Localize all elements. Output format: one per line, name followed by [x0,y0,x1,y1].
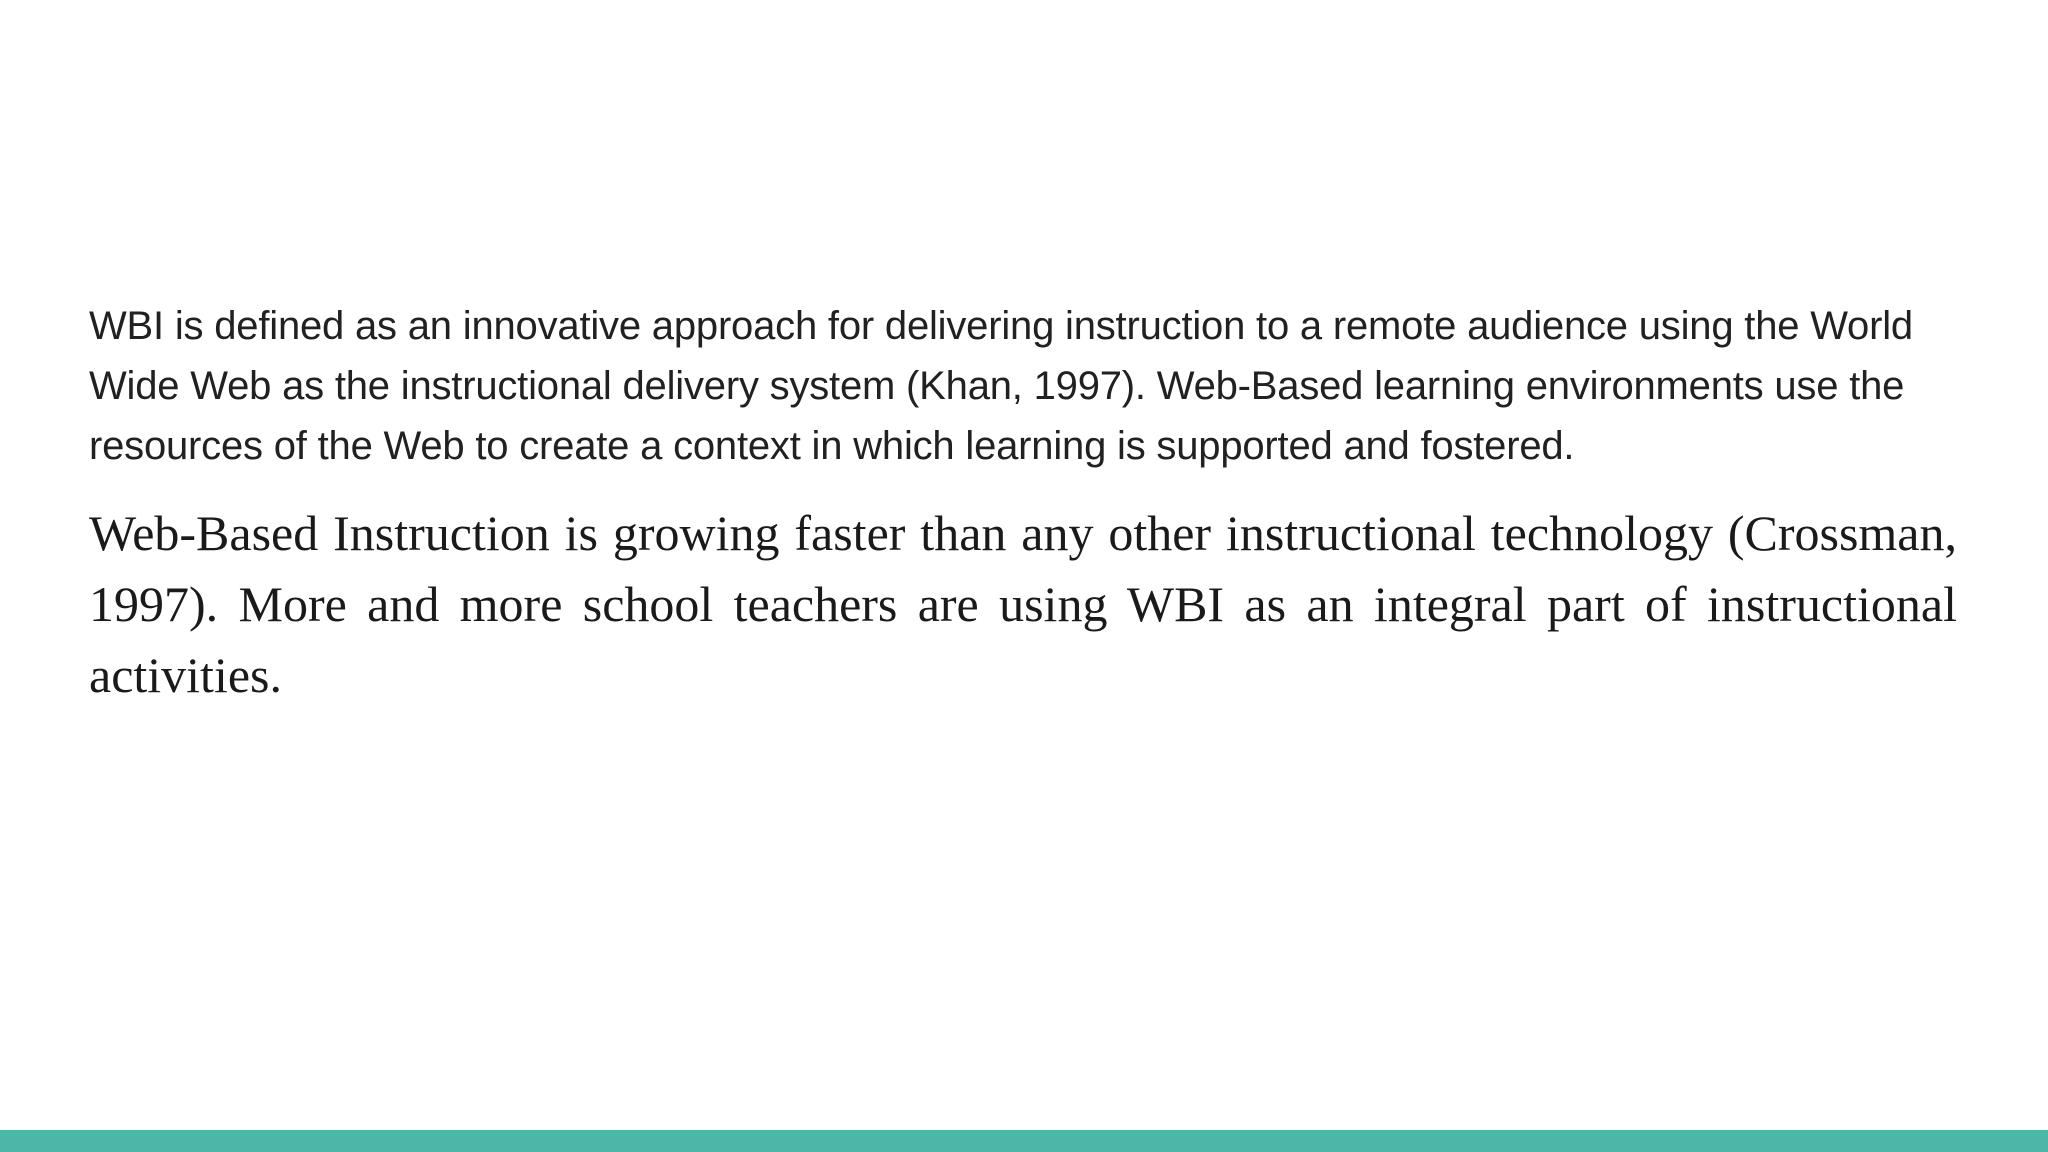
wbi-definition-paragraph: WBI is defined as an innovative approach for delivering instruction to a remote audience using the World Wide Web as the instructional delivery system (Khan, 1997). Web-Based learning environments use the resources of the Web to create a context in which learning is supported and fostered. [89,304,1913,468]
wbi-growth-paragraph: Web-Based Instruction is growing faster than any other instructional technology (Crossman, 1997). More and more school teachers are using WBI as an integral part of instructional activities. [89,505,1957,703]
accent-footer-bar [0,1130,2048,1152]
slide-body [89,296,1957,711]
